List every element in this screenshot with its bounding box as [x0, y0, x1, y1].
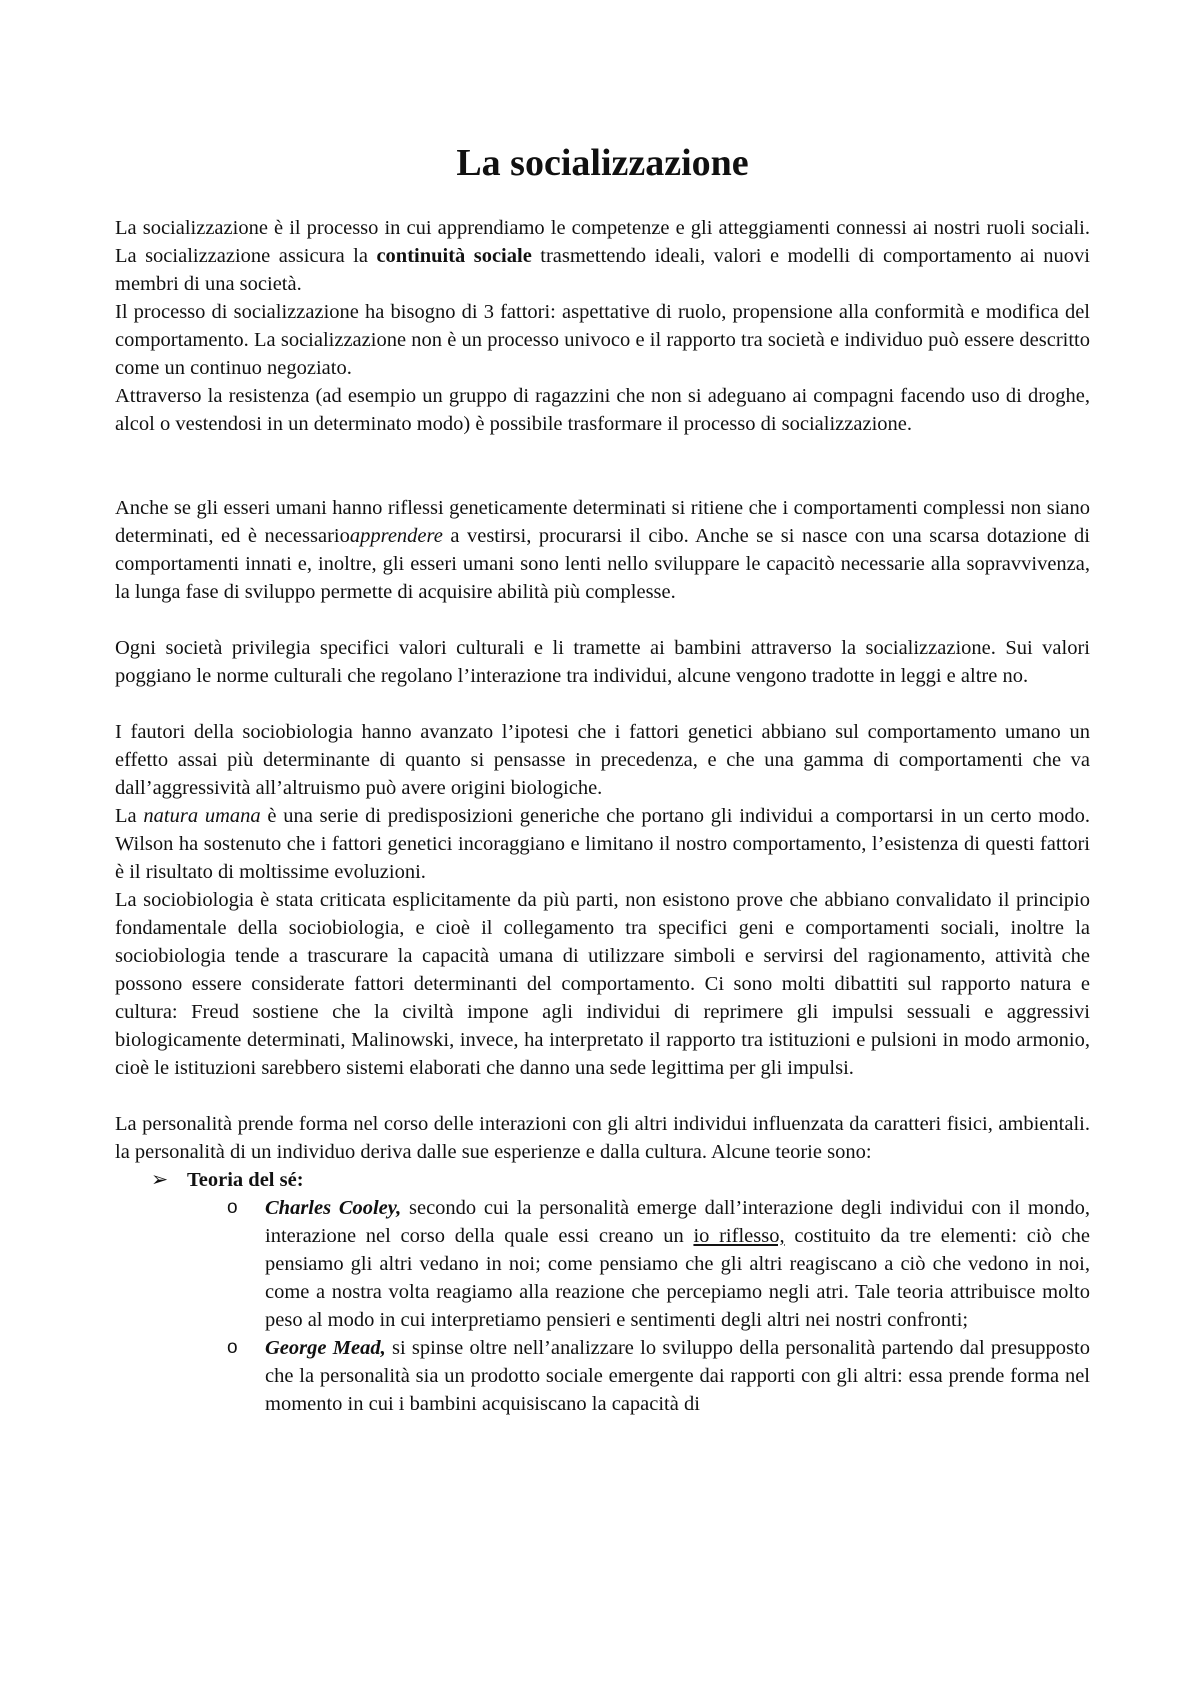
theories-list — [115, 1166, 1090, 1418]
page-title: La socializzazione — [456, 142, 749, 184]
circle-bullet-icon: o — [227, 1337, 238, 1358]
text: Anche se gli esseri umani hanno riflessi geneticamente determinati si ritiene che i comportamenti complessi non siano determinati, ed è necessario — [115, 497, 1090, 547]
spacer — [115, 690, 1090, 718]
paragraph-learning — [115, 494, 1090, 606]
paragraph-resistance: Attraverso la resistenza (ad esempio un gruppo di ragazzini che non si adeguano ai compagni facendo uso di droghe, alcol o vestendosi in un determinato modo) è possibile trasformare il processo di socializzazione. — [115, 385, 1090, 435]
list-item-cooley — [227, 1194, 1090, 1334]
circle-bullet-icon: o — [227, 1197, 238, 1218]
text: La socializzazione è il processo in cui apprendiamo le competenze e gli atteggiamenti connessi ai nostri ruoli sociali. La socializzazione assicura la — [115, 217, 1090, 267]
spacer — [115, 1082, 1090, 1110]
text: La — [115, 805, 144, 827]
arrow-bullet-icon: ➢ — [151, 1169, 169, 1191]
spacer — [115, 438, 1090, 494]
text: si spinse oltre nell’analizzare lo sviluppo della personalità partendo dal presupposto che la personalità sia un prodotto sociale emergente dai rapporti con gli altri: essa prende forma nel momento in cui i bambini acquisiscano la capacità di — [265, 1337, 1090, 1415]
list-heading: Teoria del sé: — [187, 1169, 304, 1191]
list-item-theory-of-self — [151, 1166, 1090, 1418]
paragraph-factors: Il processo di socializzazione ha bisogno di 3 fattori: aspettative di ruolo, propensione alla conformità e modifica del comportamento. La socializzazione non è un processo univoco e il rapporto tra società e individuo può essere descritto come un continuo negoziato. — [115, 301, 1090, 379]
italic-term: natura umana — [143, 805, 261, 827]
paragraph-values: Ogni società privilegia specifici valori culturali e li tramette ai bambini attraverso la socializzazione. Sui valori poggiano le norme culturali che regolano l’interazione tra individui, alcune vengono tradotte in leggi e altre no. — [115, 637, 1090, 687]
italic-term: apprendere — [349, 525, 443, 547]
spacer — [115, 606, 1090, 634]
sub-list — [187, 1194, 1090, 1418]
list-item-mead — [227, 1334, 1090, 1418]
author-name: Charles Cooley, — [265, 1197, 402, 1219]
paragraph-personality: La personalità prende forma nel corso delle interazioni con gli altri individui influenzata da caratteri fisici, ambientali. la personalità di un individuo deriva dalle sue esperienze e dalla cultura. Alcune teorie sono: — [115, 1113, 1090, 1163]
text: costituito da tre elementi: ciò che pensiamo gli altri vedano in noi; come pensiamo che gli altri reagiscano a ciò che vedono in noi, come a nostra volta reagiamo alla reazione che percepiamo negli atri. Tale teoria attribuisce molto peso al modo in cui interpretiamo pensieri e sentimenti degli altri nei nostri confronti; — [265, 1225, 1090, 1331]
text: a vestirsi, procurarsi il cibo. Anche se si nasce con una scarsa dotazione di comportamenti innati e, inoltre, gli esseri umani sono lenti nello sviluppare le capacitò necessarie alla sopravvivenza, la lunga fase di sviluppo permette di acquisire abilità più complesse. — [115, 525, 1090, 603]
bold-term: continuità sociale — [376, 245, 532, 267]
paragraph-human-nature — [115, 802, 1090, 886]
text: trasmettendo ideali, valori e modelli di comportamento ai nuovi membri di una società. — [115, 245, 1090, 295]
paragraph-definition — [115, 214, 1090, 298]
text: è una serie di predisposizioni generiche che portano gli individui a comportarsi in un certo modo. Wilson ha sostenuto che i fattori genetici incoraggiano e limitano il nostro comportamento, l’esistenza di questi fattori è il risultato di moltissime evoluzioni. — [115, 805, 1091, 883]
text: secondo cui la personalità emerge dall’interazione degli individui con il mondo, interazione nel corso della quale essi creano un — [265, 1197, 1090, 1247]
paragraph-sociobiology: I fautori della sociobiologia hanno avanzato l’ipotesi che i fattori genetici abbiano sul comportamento umano un effetto assai più determinante di quanto si pensasse in precedenza, e che una gamma di comportamenti che va dall’aggressività all’altruismo può avere origini biologiche. — [115, 721, 1090, 799]
underlined-term: io riflesso, — [693, 1225, 785, 1247]
author-name: George Mead, — [265, 1337, 386, 1359]
paragraph-criticism: La sociobiologia è stata criticata esplicitamente da più parti, non esistono prove che abbiano convalidato il principio fondamentale della sociobiologia, e cioè il collegamento tra specifici geni e comportamenti sociali, inoltre la sociobiologia tende a trascurare la capacità umana di utilizzare simboli e servirsi del ragionamento, attività che possono essere considerate fattori determinanti del comportamento. Ci sono molti dibattiti sul rapporto natura e cultura: Freud sostiene che la civiltà impone agli individui di reprimere gli impulsi sessuali e aggressivi biologicamente determinati, Malinowski, invece, ha interpretato il rapporto tra istituzioni e pulsioni in modo armonio, cioè le istituzioni sarebbero sistemi elaborati che danno una sede legittima per gli impulsi. — [115, 889, 1090, 1079]
